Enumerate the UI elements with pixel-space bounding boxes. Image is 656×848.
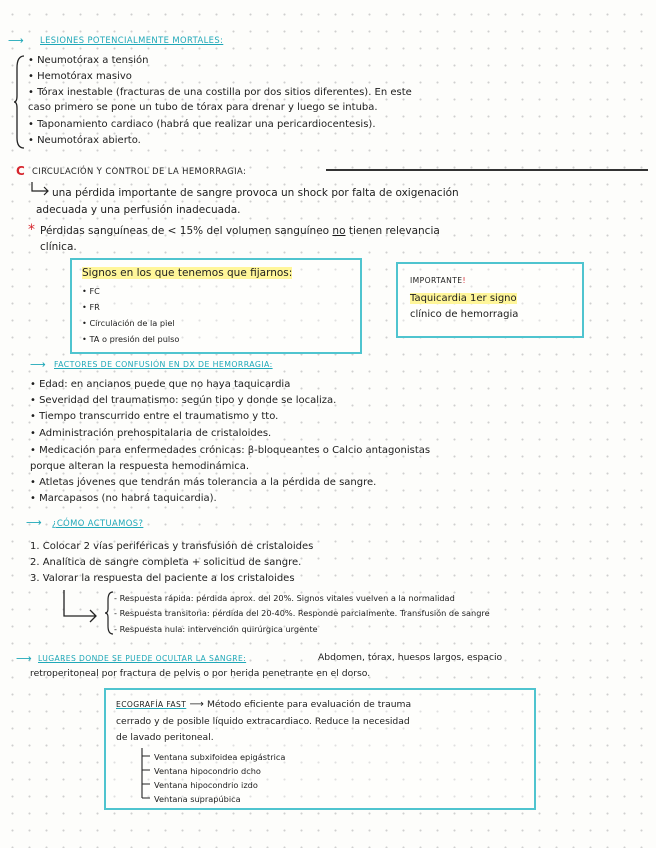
arrow-right-icon: ⟶: [189, 699, 207, 710]
section4-title: ¿CÓMO ACTUAMOS?: [52, 518, 144, 528]
factor-item: • Administración prehospitalaria de cristaloides.: [30, 427, 271, 441]
blood-loss-text-b: tienen relevancia: [345, 225, 440, 237]
blood-loss-text: [40, 224, 440, 238]
list-item: • Hemotórax masivo: [28, 70, 132, 84]
fast-window: Ventana hipocondrio izdo: [154, 780, 258, 790]
section5-text: Abdomen, tórax, huesos largos, espacio: [318, 652, 503, 663]
section3-title: FACTORES DE CONFUSIÓN EN DX DE HEMORRAGIA:: [54, 360, 273, 369]
sign-item: • FR: [82, 300, 100, 314]
section2-letter: C: [16, 164, 25, 178]
section3-arrow: ⟶: [30, 358, 46, 371]
important-box: [396, 262, 584, 338]
section4-arrow: ⟶: [26, 516, 42, 529]
fast-window: Ventana suprapúbica: [154, 794, 241, 804]
step-item: 1. Colocar 2 vías periféricas y transfusión de cristaloides: [30, 541, 314, 552]
response-item-text: Respuesta nula: intervención quirúrgica urgente: [119, 624, 318, 634]
section5-title: LUGARES DONDE SE PUEDE OCULTAR LA SANGRE:: [38, 654, 247, 663]
factor-item: • Marcapasos (no habrá taquicardia).: [30, 492, 217, 506]
important-title: [410, 274, 466, 288]
step-item: 3. Valorar la respuesta del paciente a los cristaloides: [30, 573, 295, 584]
shock-text-cont: adecuada y una perfusión inadecuada.: [36, 204, 241, 216]
section5-arrow: ⟶: [16, 652, 32, 665]
blood-loss-no: no: [332, 225, 346, 237]
response-bracket: [104, 590, 114, 636]
factor-item: • Atletas jóvenes que tendrán más tolerancia a la pérdida de sangre.: [30, 476, 376, 490]
response-item: - Respuesta nula: intervención quirúrgica urgente: [114, 624, 318, 634]
fast-window: Ventana subxifoidea epigástrica: [154, 752, 286, 762]
sign-item: • Circulación de la piel: [82, 316, 175, 330]
response-hook-arrow-icon: [60, 590, 104, 624]
fast-text1: Método eficiente para evaluación de trauma: [206, 699, 412, 710]
response-item: - Respuesta transitoria: pérdida del 20-40%. Responde parcialmente. Transfusión de sangre: [114, 608, 490, 618]
fast-title: ECOGRAFÍA FAST: [116, 700, 187, 709]
factor-item: • Severidad del traumatismo: según tipo y donde se localiza.: [30, 394, 336, 408]
blood-loss-text-a: Pérdidas sanguíneas de < 15% del volumen sanguíneo: [40, 225, 333, 237]
signs-box: [70, 258, 362, 354]
fast-text2: cerrado y de posible líquido extracardiaco. Reduce la necesidad: [116, 716, 410, 727]
section2-title: CIRCULACIÓN Y CONTROL DE LA HEMORRAGIA:: [32, 166, 247, 176]
section5-text-cont: retroperitoneal por fractura de pelvis o por herida penetrante en el dorso.: [30, 668, 371, 679]
factor-item: • Tiempo transcurrido entre el traumatismo y tto.: [30, 410, 278, 424]
fast-text3: de lavado peritoneal.: [116, 732, 214, 743]
important-mark: !: [462, 276, 466, 285]
section1-title: LESIONES POTENCIALMENTE MORTALES:: [40, 35, 224, 45]
list-item: • Taponamiento cardiaco (habrá que realizar una pericardiocentesis).: [28, 118, 376, 132]
factor-item: • Medicación para enfermedades crónicas: β-bloqueantes o Calcio antagonistas: [30, 444, 430, 458]
list-item: • Neumotórax a tensión: [28, 54, 148, 68]
fast-box: [104, 688, 536, 810]
section2-rule: [326, 169, 648, 171]
response-item: - Respuesta rápida: pérdida aprox. del 20%. Signos vitales vuelven a la normalidad: [114, 593, 455, 603]
important-title-text: IMPORTANTE: [410, 276, 463, 285]
signs-box-title: [82, 266, 292, 280]
factor-item: • Edad: en ancianos puede que no haya taquicardia: [30, 378, 290, 392]
shock-text: una pérdida importante de sangre provoca un shock por falta de oxigenación: [52, 187, 459, 199]
important-line1-text: Taquicardia 1er signo: [410, 293, 517, 304]
blood-loss-text-cont: clínica.: [40, 241, 77, 253]
hook-arrow-icon: [30, 182, 52, 196]
signs-box-title-text: Signos en los que tenemos que fijarnos:: [82, 267, 293, 279]
important-line1: [410, 292, 517, 306]
fast-window: Ventana hipocondrio dcho: [154, 766, 261, 776]
section1-bracket: [14, 54, 26, 150]
sign-item: • TA o presión del pulso: [82, 332, 179, 346]
factor-item-continuation: porque alteran la respuesta hemodinámica.: [30, 461, 250, 472]
list-item: • Neumotórax abierto.: [28, 134, 141, 148]
list-item: • Tórax inestable (fracturas de una costilla por dos sitios diferentes). En este: [28, 86, 412, 100]
important-line2: clínico de hemorragia: [410, 309, 519, 320]
sign-item: • FC: [82, 284, 100, 298]
windows-branch: [140, 748, 152, 804]
step-item: 2. Analítica de sangre completa + solicitud de sangre.: [30, 557, 302, 568]
section1-arrow: ⟶: [8, 34, 24, 47]
response-item-text: Respuesta transitoria: pérdida del 20-40%. Responde parcialmente. Transfusión de sangre: [119, 608, 490, 618]
response-item-text: Respuesta rápida: pérdida aprox. del 20%. Signos vitales vuelven a la normalidad: [119, 593, 455, 603]
list-item-continuation: caso primero se pone un tubo de tórax para drenar y luego se intuba.: [28, 102, 378, 113]
asterisk-icon: *: [28, 222, 35, 238]
fast-head: [116, 698, 411, 712]
